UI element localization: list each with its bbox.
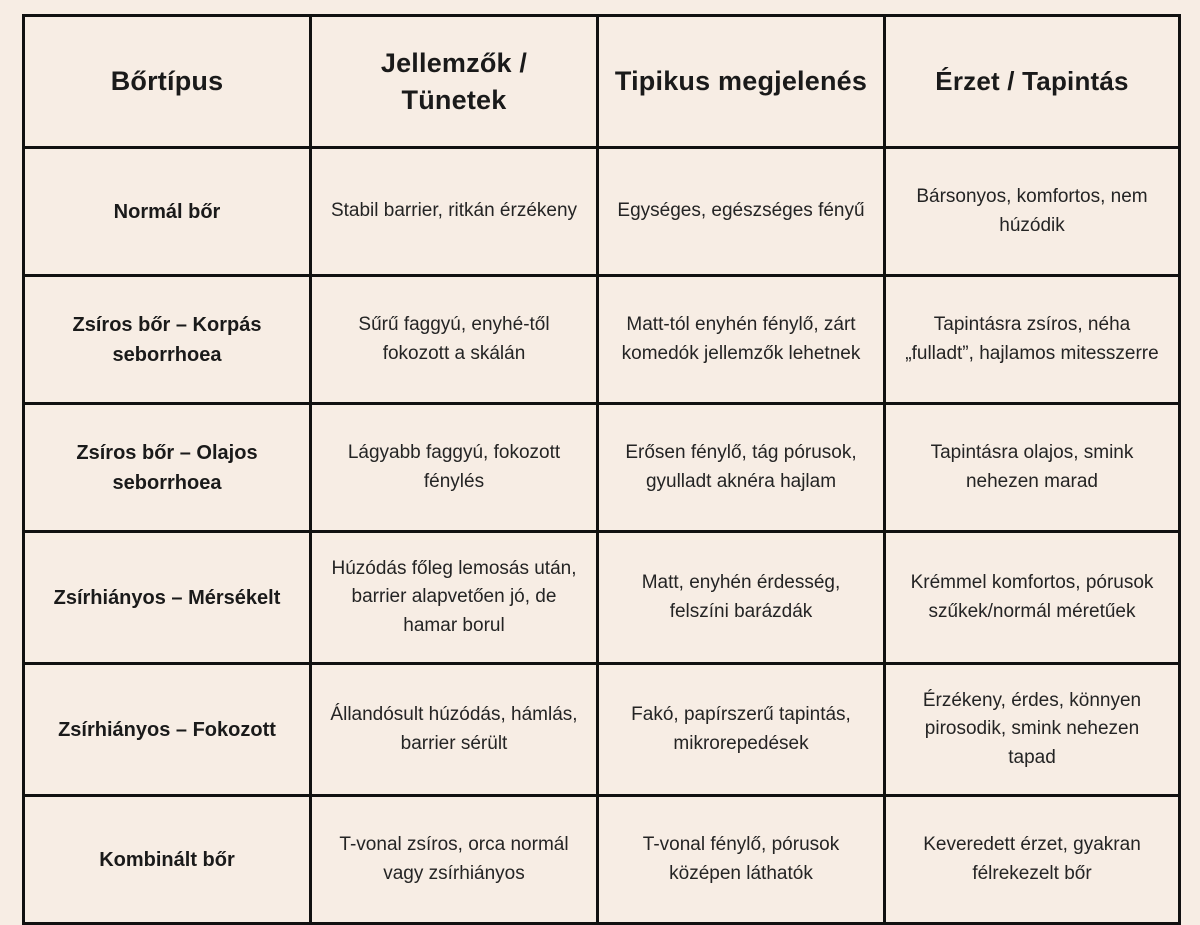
cell-appearance: Egységes, egészséges fényű [598,148,885,276]
table-row [24,796,1180,924]
cell-appearance: Matt, enyhén érdesség, felszíni barázdák [598,532,885,664]
cell-feel: Bársonyos, komfortos, nem húzódik [885,148,1180,276]
table-row [24,532,1180,664]
column-header-symptoms: Jellemzők / Tünetek [311,16,598,148]
row-header-skin-type: Zsíros bőr – Olajos seborrhoea [24,404,311,532]
row-header-skin-type: Kombinált bőr [24,796,311,924]
cell-symptoms: Lágyabb faggyú, fokozott fénylés [311,404,598,532]
cell-symptoms: Állandósult húzódás, hámlás, barrier sérült [311,664,598,796]
cell-appearance: Erősen fénylő, tág pórusok, gyulladt aknéra hajlam [598,404,885,532]
row-header-skin-type: Zsírhiányos – Mérsékelt [24,532,311,664]
cell-appearance: Matt-tól enyhén fénylő, zárt komedók jellemzők lehetnek [598,276,885,404]
table-row [24,276,1180,404]
table-row [24,664,1180,796]
cell-symptoms: Húzódás főleg lemosás után, barrier alapvetően jó, de hamar borul [311,532,598,664]
table-row [24,148,1180,276]
cell-feel: Tapintásra olajos, smink nehezen marad [885,404,1180,532]
table-header [24,16,1180,148]
cell-appearance: T-vonal fénylő, pórusok középen láthatók [598,796,885,924]
cell-symptoms: Stabil barrier, ritkán érzékeny [311,148,598,276]
row-header-skin-type: Zsíros bőr – Korpás seborrhoea [24,276,311,404]
table-header-row [24,16,1180,148]
cell-symptoms: Sűrű faggyú, enyhé-től fokozott a skálán [311,276,598,404]
cell-symptoms: T-vonal zsíros, orca normál vagy zsírhiányos [311,796,598,924]
row-header-skin-type: Zsírhiányos – Fokozott [24,664,311,796]
row-header-skin-type: Normál bőr [24,148,311,276]
cell-feel: Érzékeny, érdes, könnyen pirosodik, smink nehezen tapad [885,664,1180,796]
cell-appearance: Fakó, papírszerű tapintás, mikrorepedések [598,664,885,796]
table-body [24,148,1180,924]
table-row [24,404,1180,532]
column-header-appearance: Tipikus megjelenés [598,16,885,148]
skin-types-table [22,14,1181,925]
cell-feel: Tapintásra zsíros, néha „fulladt”, hajlamos mitesszerre [885,276,1180,404]
column-header-feel: Érzet / Tapintás [885,16,1180,148]
column-header-skin-type: Bőrtípus [24,16,311,148]
cell-feel: Krémmel komfortos, pórusok szűkek/normál méretűek [885,532,1180,664]
cell-feel: Keveredett érzet, gyakran félrekezelt bőr [885,796,1180,924]
